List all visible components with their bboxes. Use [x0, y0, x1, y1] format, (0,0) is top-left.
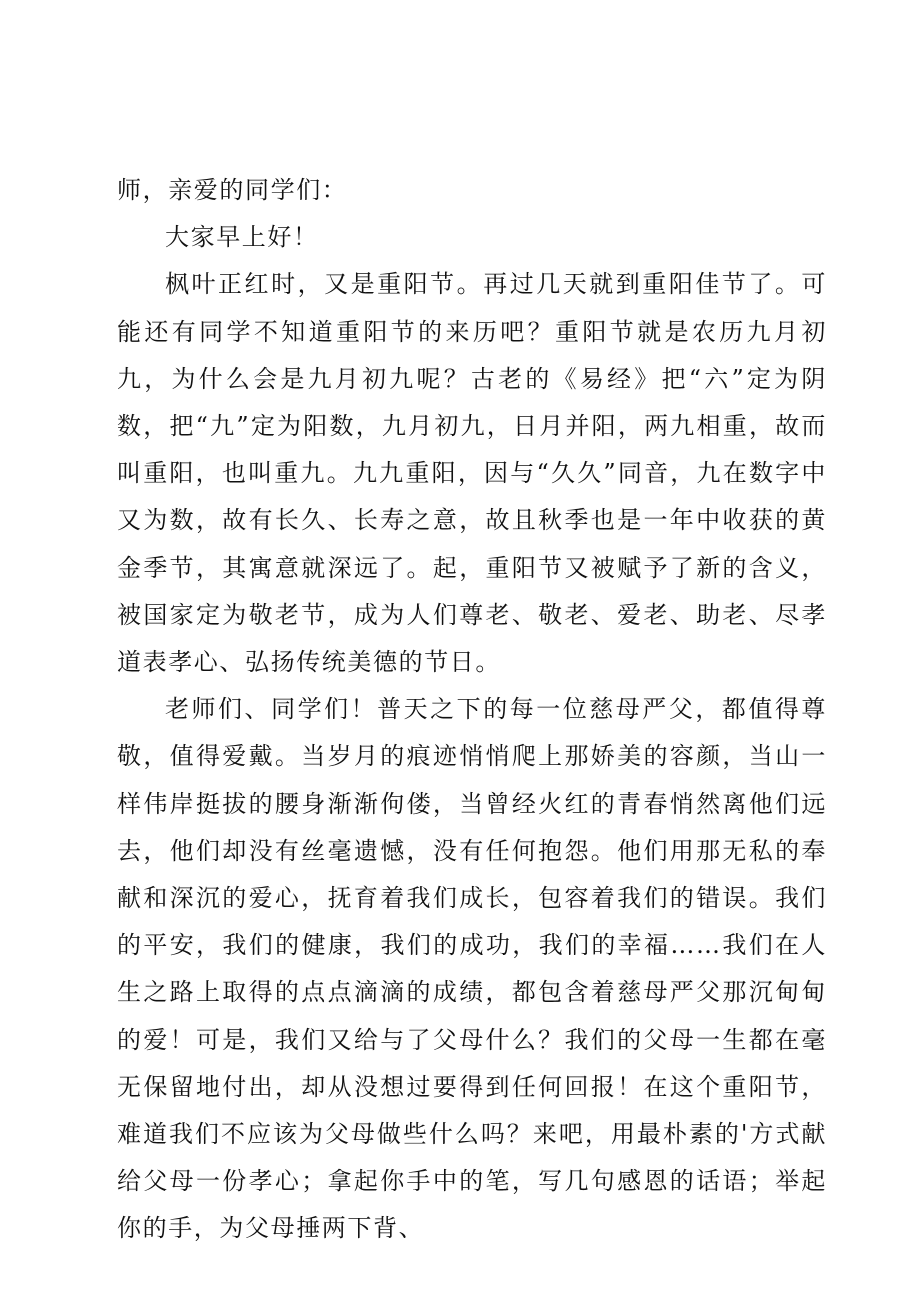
parents-gratitude-paragraph: 老师们、同学们！普天之下的每一位慈母严父，都值得尊敬，值得爱戴。当岁月的痕迹悄悄爬上那娇美的容颜，当山一样伟岸挺拔的腰身渐渐佝偻，当曾经火红的青春悄然离他们远去，他们却没有丝毫遗憾，没有任何抱怨。他们用那无私的奉献和深沉的爱心，抚育着我们成长，包容着我们的错误。我们的平安，我们的健康，我们的成功，我们的幸福……我们在人生之路上取得的点点滴滴的成绩，都包含着慈母严父那沉甸甸的爱！可是，我们又给与了父母什么？我们的父母一生都在毫无保留地付出，却从没想过要得到任何回报！在这个重阳节，难道我们不应该为父母做些什么吗？来吧，用最朴素的'方式献给父母一份孝心；拿起你手中的笔，写几句感恩的话语；举起你的手，为父母捶两下背、	[117, 695, 827, 1243]
double-ninth-origin-paragraph: 枫叶正红时，又是重阳节。再过几天就到重阳佳节了。可能还有同学不知道重阳节的来历吧？重阳节就是农历九月初九，为什么会是九月初九呢？古老的《易经》把“六”定为阴数，把“九”定为阳数，九月初九，日月并阳，两九相重，故而叫重阳，也叫重九。九九重阳，因与“久久”同音，九在数字中又为数，故有长久、长寿之意，故且秋季也是一年中收获的黄金季节，其寓意就深远了。起，重阳节又被赋予了新的含义，被国家定为敬老节，成为人们尊老、敬老、爱老、助老、尽孝道表孝心、弘扬传统美德的节日。	[117, 270, 827, 677]
document-body	[117, 167, 827, 1253]
salutation-paragraph: 师，亲爱的同学们：	[117, 176, 348, 204]
greeting-paragraph: 大家早上好！	[165, 223, 319, 252]
